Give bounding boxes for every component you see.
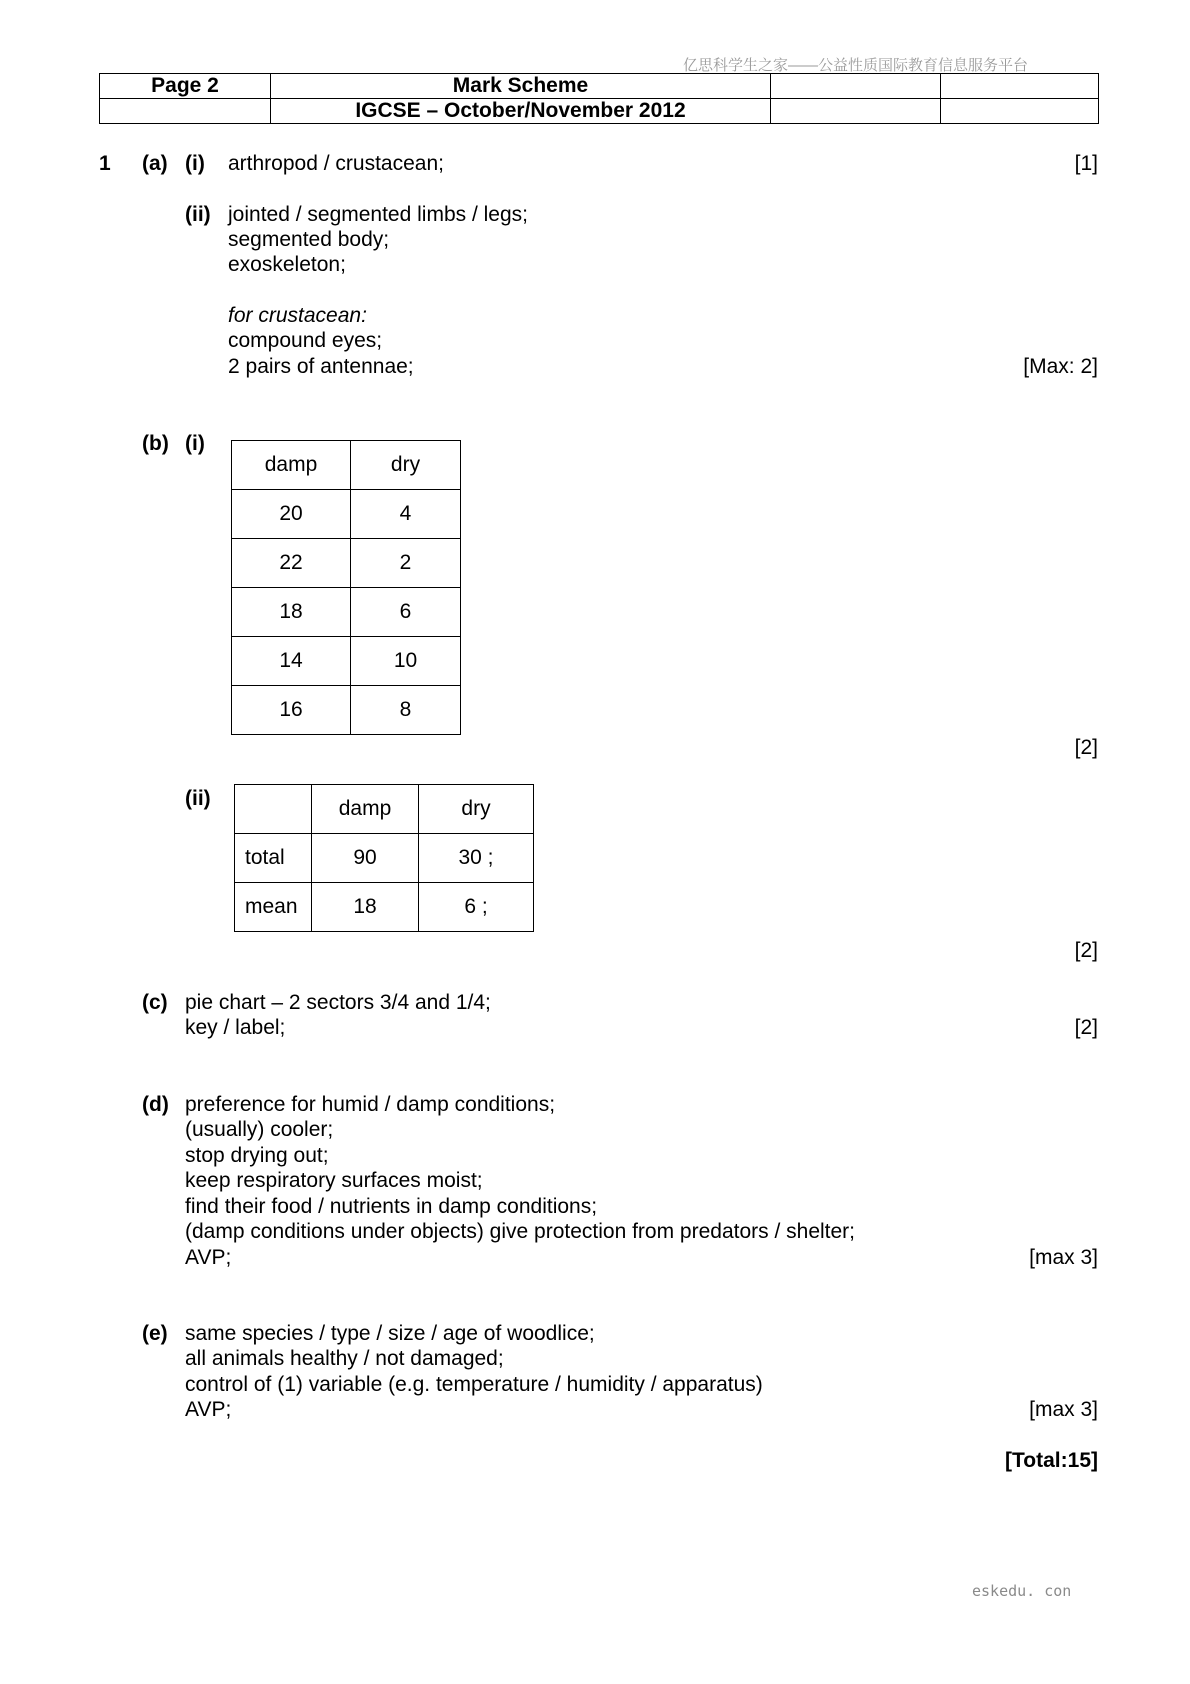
answer-line: AVP; bbox=[185, 1246, 232, 1269]
table-cell: 18 bbox=[312, 883, 419, 932]
table-row bbox=[232, 686, 461, 735]
header-empty-cell bbox=[100, 99, 271, 124]
part-a-i-label: (i) bbox=[185, 152, 205, 175]
part-a-ii-label: (ii) bbox=[185, 203, 211, 226]
part-b-label: (b) bbox=[142, 432, 169, 455]
table-cell: 30 ; bbox=[419, 834, 534, 883]
answer-line: find their food / nutrients in damp conditions; bbox=[185, 1195, 598, 1218]
answer-line: key / label; bbox=[185, 1016, 286, 1039]
answer-line: control of (1) variable (e.g. temperature / humidity / apparatus) bbox=[185, 1373, 763, 1396]
table-header: dry bbox=[351, 441, 461, 490]
mark-allocation: [2] bbox=[1074, 939, 1098, 962]
answer-line: jointed / segmented limbs / legs; bbox=[228, 203, 528, 226]
answer-line: all animals healthy / not damaged; bbox=[185, 1347, 504, 1370]
answer-line: exoskeleton; bbox=[228, 253, 346, 276]
row-label: total bbox=[235, 834, 312, 883]
answer-line: compound eyes; bbox=[228, 329, 383, 352]
answer-line: preference for humid / damp conditions; bbox=[185, 1093, 556, 1116]
mark-allocation: [2] bbox=[1074, 1016, 1098, 1039]
watermark-bottom: eskedu. con bbox=[972, 1582, 1072, 1600]
table-cell: 6 ; bbox=[419, 883, 534, 932]
mark-allocation: [Max: 2] bbox=[1023, 355, 1098, 378]
header-table bbox=[99, 73, 1099, 124]
table-row bbox=[232, 637, 461, 686]
table-cell: 22 bbox=[232, 539, 351, 588]
answer-line: AVP; bbox=[185, 1398, 232, 1421]
table-cell: 14 bbox=[232, 637, 351, 686]
table-row bbox=[232, 588, 461, 637]
watermark-top: 亿思科学生之家——公益性质国际教育信息服务平台 bbox=[683, 57, 1029, 74]
table-cell: 18 bbox=[232, 588, 351, 637]
totals-table bbox=[234, 784, 534, 932]
counts-table bbox=[231, 440, 461, 735]
answer-line: arthropod / crustacean; bbox=[228, 152, 444, 175]
table-row bbox=[232, 490, 461, 539]
answer-line: same species / type / size / age of woodlice; bbox=[185, 1322, 595, 1345]
part-e-label: (e) bbox=[142, 1322, 168, 1345]
page-number: Page 2 bbox=[100, 74, 271, 99]
table-cell: 20 bbox=[232, 490, 351, 539]
answer-line: stop drying out; bbox=[185, 1144, 329, 1167]
answer-subheading: for crustacean: bbox=[228, 304, 367, 327]
part-a-label: (a) bbox=[142, 152, 168, 175]
header-empty-cell bbox=[941, 99, 1099, 124]
mark-allocation: [1] bbox=[1074, 152, 1098, 175]
answer-line: segmented body; bbox=[228, 228, 390, 251]
header-empty-cell bbox=[771, 74, 941, 99]
question-number: 1 bbox=[99, 152, 111, 175]
total-marks: [Total:15] bbox=[1005, 1449, 1098, 1472]
part-d-label: (d) bbox=[142, 1093, 169, 1116]
mark-allocation: [max 3] bbox=[1029, 1398, 1098, 1421]
table-row bbox=[235, 834, 534, 883]
table-row bbox=[232, 539, 461, 588]
part-b-ii-label: (ii) bbox=[185, 787, 211, 810]
answer-line: (damp conditions under objects) give protection from predators / shelter; bbox=[185, 1220, 856, 1243]
part-c-label: (c) bbox=[142, 991, 168, 1014]
table-row bbox=[235, 883, 534, 932]
mark-allocation: [max 3] bbox=[1029, 1246, 1098, 1269]
mark-allocation: [2] bbox=[1074, 736, 1098, 759]
table-cell: 8 bbox=[351, 686, 461, 735]
header-empty-cell bbox=[771, 99, 941, 124]
header-empty-cell bbox=[941, 74, 1099, 99]
table-cell: 90 bbox=[312, 834, 419, 883]
answer-line: (usually) cooler; bbox=[185, 1118, 334, 1141]
answer-line: 2 pairs of antennae; bbox=[228, 355, 414, 378]
document-subtitle: IGCSE – October/November 2012 bbox=[271, 99, 771, 124]
document-title: Mark Scheme bbox=[271, 74, 771, 99]
table-cell: 10 bbox=[351, 637, 461, 686]
table-cell: 6 bbox=[351, 588, 461, 637]
table-header: damp bbox=[232, 441, 351, 490]
table-header: dry bbox=[419, 785, 534, 834]
table-cell: 16 bbox=[232, 686, 351, 735]
part-b-i-label: (i) bbox=[185, 432, 205, 455]
answer-line: keep respiratory surfaces moist; bbox=[185, 1169, 483, 1192]
table-cell: 2 bbox=[351, 539, 461, 588]
table-header: damp bbox=[312, 785, 419, 834]
table-header bbox=[235, 785, 312, 834]
table-cell: 4 bbox=[351, 490, 461, 539]
row-label: mean bbox=[235, 883, 312, 932]
answer-line: pie chart – 2 sectors 3/4 and 1/4; bbox=[185, 991, 491, 1014]
